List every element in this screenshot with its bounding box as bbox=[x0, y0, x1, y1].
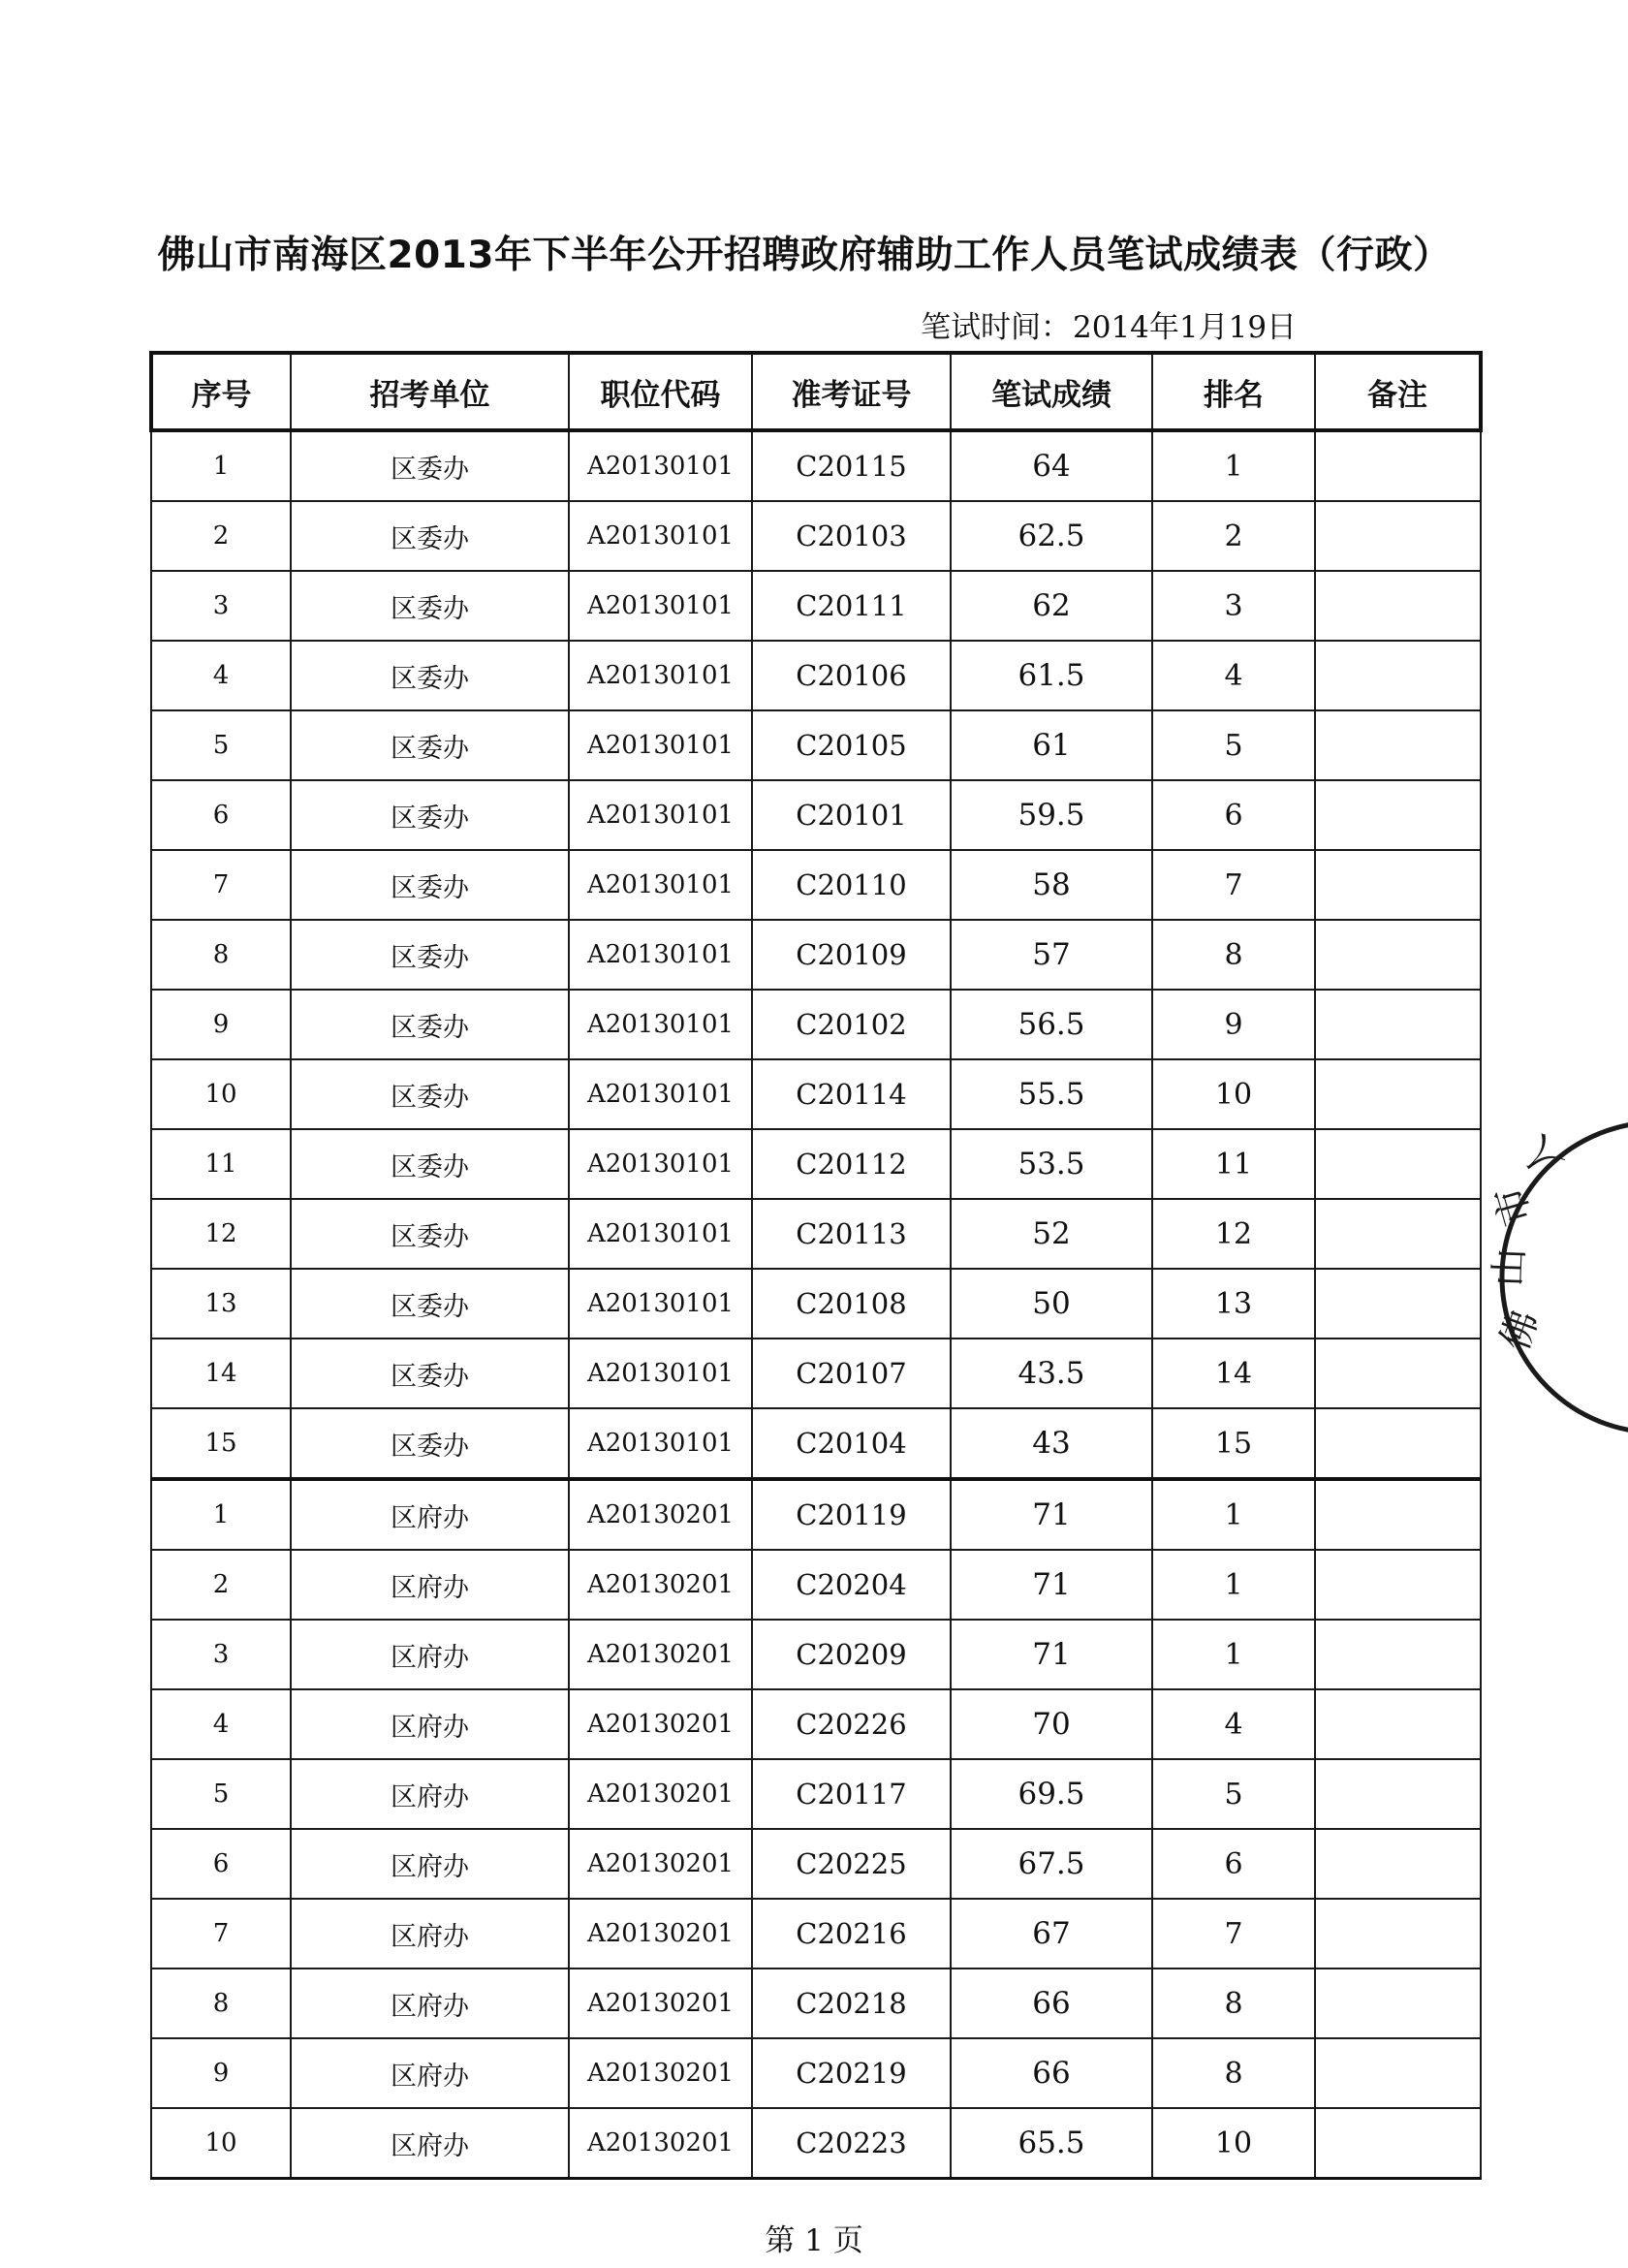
recruiting-unit-cell: 区府办 bbox=[291, 1899, 569, 1969]
remarks-cell bbox=[1315, 1899, 1481, 1969]
rank-cell: 3 bbox=[1152, 571, 1315, 641]
written-score-cell: 57 bbox=[951, 920, 1152, 990]
written-score-cell: 59.5 bbox=[951, 780, 1152, 850]
position-code-cell: A20130201 bbox=[569, 2038, 752, 2108]
table-row bbox=[151, 1129, 1481, 1199]
ticket-number-cell: C20111 bbox=[752, 571, 951, 641]
table-row bbox=[151, 990, 1481, 1059]
position-code-cell: A20130201 bbox=[569, 2108, 752, 2179]
position-code-cell: A20130201 bbox=[569, 1969, 752, 2038]
seal-graphic bbox=[1487, 1113, 1603, 1442]
position-code-cell: A20130101 bbox=[569, 641, 752, 710]
serial-number-cell: 14 bbox=[151, 1339, 291, 1408]
rank-cell: 8 bbox=[1152, 920, 1315, 990]
recruiting-unit-cell: 区委办 bbox=[291, 710, 569, 780]
remarks-cell bbox=[1315, 430, 1481, 501]
position-code-cell: A20130101 bbox=[569, 1199, 752, 1269]
table-row bbox=[151, 2108, 1481, 2179]
ticket-number-cell: C20209 bbox=[752, 1620, 951, 1689]
serial-number-cell: 12 bbox=[151, 1199, 291, 1269]
recruiting-unit-cell: 区委办 bbox=[291, 1129, 569, 1199]
table-row bbox=[151, 1199, 1481, 1269]
recruiting-unit-cell: 区委办 bbox=[291, 1339, 569, 1408]
serial-number-cell: 7 bbox=[151, 1899, 291, 1969]
ticket-number-cell: C20103 bbox=[752, 501, 951, 571]
table-row bbox=[151, 1620, 1481, 1689]
written-score-cell: 66 bbox=[951, 1969, 1152, 2038]
written-score-cell: 43.5 bbox=[951, 1339, 1152, 1408]
remarks-cell bbox=[1315, 1199, 1481, 1269]
remarks-cell bbox=[1315, 1408, 1481, 1479]
table-row bbox=[151, 1550, 1481, 1620]
written-score-cell: 62.5 bbox=[951, 501, 1152, 571]
rank-cell: 7 bbox=[1152, 1899, 1315, 1969]
serial-number-cell: 8 bbox=[151, 920, 291, 990]
recruiting-unit-cell: 区委办 bbox=[291, 1059, 569, 1129]
remarks-cell bbox=[1315, 1129, 1481, 1199]
table-row bbox=[151, 2038, 1481, 2108]
table-row bbox=[151, 710, 1481, 780]
ticket-number-cell: C20216 bbox=[752, 1899, 951, 1969]
recruiting-unit-cell: 区委办 bbox=[291, 990, 569, 1059]
written-score-cell: 71 bbox=[951, 1620, 1152, 1689]
position-code-cell: A20130101 bbox=[569, 1408, 752, 1479]
rank-cell: 2 bbox=[1152, 501, 1315, 571]
header-position-code: 职位代码 bbox=[569, 353, 752, 430]
serial-number-cell: 5 bbox=[151, 710, 291, 780]
position-code-cell: A20130201 bbox=[569, 1899, 752, 1969]
table-body bbox=[151, 430, 1481, 2179]
rank-cell: 6 bbox=[1152, 780, 1315, 850]
table-row bbox=[151, 1899, 1481, 1969]
official-seal bbox=[1487, 1113, 1603, 1442]
remarks-cell bbox=[1315, 1059, 1481, 1129]
recruiting-unit-cell: 区府办 bbox=[291, 1479, 569, 1550]
score-table bbox=[149, 351, 1483, 2180]
ticket-number-cell: C20108 bbox=[752, 1269, 951, 1339]
ticket-number-cell: C20109 bbox=[752, 920, 951, 990]
recruiting-unit-cell: 区府办 bbox=[291, 1689, 569, 1759]
serial-number-cell: 13 bbox=[151, 1269, 291, 1339]
written-score-cell: 52 bbox=[951, 1199, 1152, 1269]
rank-cell: 12 bbox=[1152, 1199, 1315, 1269]
table-row bbox=[151, 1759, 1481, 1829]
rank-cell: 9 bbox=[1152, 990, 1315, 1059]
remarks-cell bbox=[1315, 1550, 1481, 1620]
ticket-number-cell: C20225 bbox=[752, 1829, 951, 1899]
ticket-number-cell: C20114 bbox=[752, 1059, 951, 1129]
position-code-cell: A20130101 bbox=[569, 850, 752, 920]
remarks-cell bbox=[1315, 1620, 1481, 1689]
remarks-cell bbox=[1315, 1829, 1481, 1899]
recruiting-unit-cell: 区府办 bbox=[291, 1620, 569, 1689]
serial-number-cell: 10 bbox=[151, 2108, 291, 2179]
rank-cell: 8 bbox=[1152, 1969, 1315, 2038]
serial-number-cell: 1 bbox=[151, 1479, 291, 1550]
table-row bbox=[151, 430, 1481, 501]
rank-cell: 13 bbox=[1152, 1269, 1315, 1339]
written-score-cell: 65.5 bbox=[951, 2108, 1152, 2179]
ticket-number-cell: C20218 bbox=[752, 1969, 951, 2038]
ticket-number-cell: C20110 bbox=[752, 850, 951, 920]
ticket-number-cell: C20101 bbox=[752, 780, 951, 850]
rank-cell: 15 bbox=[1152, 1408, 1315, 1479]
written-score-cell: 64 bbox=[951, 430, 1152, 501]
rank-cell: 1 bbox=[1152, 1550, 1315, 1620]
written-score-cell: 55.5 bbox=[951, 1059, 1152, 1129]
written-score-cell: 53.5 bbox=[951, 1129, 1152, 1199]
position-code-cell: A20130201 bbox=[569, 1829, 752, 1899]
header-written-score: 笔试成绩 bbox=[951, 353, 1152, 430]
rank-cell: 4 bbox=[1152, 1689, 1315, 1759]
written-score-cell: 67 bbox=[951, 1899, 1152, 1969]
remarks-cell bbox=[1315, 990, 1481, 1059]
remarks-cell bbox=[1315, 920, 1481, 990]
written-score-cell: 50 bbox=[951, 1269, 1152, 1339]
remarks-cell bbox=[1315, 850, 1481, 920]
written-score-cell: 58 bbox=[951, 850, 1152, 920]
ticket-number-cell: C20117 bbox=[752, 1759, 951, 1829]
position-code-cell: A20130101 bbox=[569, 920, 752, 990]
header-rank: 排名 bbox=[1152, 353, 1315, 430]
table-row bbox=[151, 1059, 1481, 1129]
rank-cell: 4 bbox=[1152, 641, 1315, 710]
position-code-cell: A20130101 bbox=[569, 780, 752, 850]
serial-number-cell: 5 bbox=[151, 1759, 291, 1829]
serial-number-cell: 6 bbox=[151, 780, 291, 850]
table-header-row bbox=[151, 353, 1481, 430]
serial-number-cell: 11 bbox=[151, 1129, 291, 1199]
remarks-cell bbox=[1315, 2038, 1481, 2108]
svg-text:市: 市 bbox=[1487, 1181, 1541, 1231]
position-code-cell: A20130101 bbox=[569, 1269, 752, 1339]
position-code-cell: A20130201 bbox=[569, 1479, 752, 1550]
serial-number-cell: 9 bbox=[151, 2038, 291, 2108]
table-row bbox=[151, 641, 1481, 710]
written-score-cell: 71 bbox=[951, 1550, 1152, 1620]
written-score-cell: 67.5 bbox=[951, 1829, 1152, 1899]
remarks-cell bbox=[1315, 1269, 1481, 1339]
rank-cell: 6 bbox=[1152, 1829, 1315, 1899]
table-row bbox=[151, 501, 1481, 571]
remarks-cell bbox=[1315, 501, 1481, 571]
serial-number-cell: 2 bbox=[151, 1550, 291, 1620]
serial-number-cell: 3 bbox=[151, 571, 291, 641]
rank-cell: 10 bbox=[1152, 2108, 1315, 2179]
ticket-number-cell: C20219 bbox=[752, 2038, 951, 2108]
ticket-number-cell: C20104 bbox=[752, 1408, 951, 1479]
written-score-cell: 70 bbox=[951, 1689, 1152, 1759]
table-row bbox=[151, 1479, 1481, 1550]
ticket-number-cell: C20223 bbox=[752, 2108, 951, 2179]
ticket-number-cell: C20106 bbox=[752, 641, 951, 710]
rank-cell: 8 bbox=[1152, 2038, 1315, 2108]
svg-text:人: 人 bbox=[1513, 1126, 1572, 1185]
ticket-number-cell: C20115 bbox=[752, 430, 951, 501]
recruiting-unit-cell: 区委办 bbox=[291, 1199, 569, 1269]
ticket-number-cell: C20113 bbox=[752, 1199, 951, 1269]
rank-cell: 10 bbox=[1152, 1059, 1315, 1129]
written-score-cell: 71 bbox=[951, 1479, 1152, 1550]
table-row bbox=[151, 1969, 1481, 2038]
position-code-cell: A20130201 bbox=[569, 1620, 752, 1689]
table-row bbox=[151, 1339, 1481, 1408]
position-code-cell: A20130101 bbox=[569, 1059, 752, 1129]
recruiting-unit-cell: 区府办 bbox=[291, 1969, 569, 2038]
written-score-cell: 62 bbox=[951, 571, 1152, 641]
written-score-cell: 66 bbox=[951, 2038, 1152, 2108]
remarks-cell bbox=[1315, 1479, 1481, 1550]
remarks-cell bbox=[1315, 1969, 1481, 2038]
rank-cell: 11 bbox=[1152, 1129, 1315, 1199]
position-code-cell: A20130101 bbox=[569, 710, 752, 780]
recruiting-unit-cell: 区委办 bbox=[291, 430, 569, 501]
recruiting-unit-cell: 区委办 bbox=[291, 780, 569, 850]
position-code-cell: A20130101 bbox=[569, 1129, 752, 1199]
remarks-cell bbox=[1315, 1689, 1481, 1759]
written-score-cell: 43 bbox=[951, 1408, 1152, 1479]
serial-number-cell: 6 bbox=[151, 1829, 291, 1899]
table-row bbox=[151, 780, 1481, 850]
recruiting-unit-cell: 区委办 bbox=[291, 1269, 569, 1339]
serial-number-cell: 15 bbox=[151, 1408, 291, 1479]
ticket-number-cell: C20204 bbox=[752, 1550, 951, 1620]
exam-date bbox=[921, 302, 1297, 346]
rank-cell: 7 bbox=[1152, 850, 1315, 920]
position-code-cell: A20130101 bbox=[569, 571, 752, 641]
header-serial-number: 序号 bbox=[151, 353, 291, 430]
position-code-cell: A20130201 bbox=[569, 1759, 752, 1829]
svg-text:山: 山 bbox=[1487, 1246, 1533, 1288]
recruiting-unit-cell: 区委办 bbox=[291, 920, 569, 990]
table-row bbox=[151, 1829, 1481, 1899]
table-row bbox=[151, 1269, 1481, 1339]
rank-cell: 1 bbox=[1152, 1620, 1315, 1689]
written-score-cell: 56.5 bbox=[951, 990, 1152, 1059]
serial-number-cell: 9 bbox=[151, 990, 291, 1059]
remarks-cell bbox=[1315, 1339, 1481, 1408]
exam-date-value: 2014年1月19日 bbox=[1073, 310, 1298, 345]
recruiting-unit-cell: 区委办 bbox=[291, 1408, 569, 1479]
table-row bbox=[151, 571, 1481, 641]
header-recruiting-unit: 招考单位 bbox=[291, 353, 569, 430]
written-score-cell: 69.5 bbox=[951, 1759, 1152, 1829]
header-remarks: 备注 bbox=[1315, 353, 1481, 430]
recruiting-unit-cell: 区府办 bbox=[291, 1550, 569, 1620]
position-code-cell: A20130101 bbox=[569, 501, 752, 571]
rank-cell: 5 bbox=[1152, 1759, 1315, 1829]
recruiting-unit-cell: 区委办 bbox=[291, 850, 569, 920]
serial-number-cell: 1 bbox=[151, 430, 291, 501]
recruiting-unit-cell: 区委办 bbox=[291, 571, 569, 641]
remarks-cell bbox=[1315, 710, 1481, 780]
ticket-number-cell: C20107 bbox=[752, 1339, 951, 1408]
table-row bbox=[151, 1408, 1481, 1479]
recruiting-unit-cell: 区府办 bbox=[291, 1829, 569, 1899]
ticket-number-cell: C20226 bbox=[752, 1689, 951, 1759]
recruiting-unit-cell: 区府办 bbox=[291, 1759, 569, 1829]
recruiting-unit-cell: 区委办 bbox=[291, 501, 569, 571]
serial-number-cell: 4 bbox=[151, 641, 291, 710]
recruiting-unit-cell: 区委办 bbox=[291, 641, 569, 710]
serial-number-cell: 10 bbox=[151, 1059, 291, 1129]
position-code-cell: A20130201 bbox=[569, 1689, 752, 1759]
ticket-number-cell: C20112 bbox=[752, 1129, 951, 1199]
exam-date-label: 笔试时间： bbox=[921, 310, 1071, 345]
rank-cell: 1 bbox=[1152, 1479, 1315, 1550]
rank-cell: 1 bbox=[1152, 430, 1315, 501]
rank-cell: 5 bbox=[1152, 710, 1315, 780]
serial-number-cell: 8 bbox=[151, 1969, 291, 2038]
serial-number-cell: 7 bbox=[151, 850, 291, 920]
recruiting-unit-cell: 区府办 bbox=[291, 2038, 569, 2108]
ticket-number-cell: C20105 bbox=[752, 710, 951, 780]
serial-number-cell: 4 bbox=[151, 1689, 291, 1759]
written-score-cell: 61 bbox=[951, 710, 1152, 780]
document-title: 佛山市南海区2013年下半年公开招聘政府辅助工作人员笔试成绩表（行政） bbox=[157, 234, 1452, 277]
serial-number-cell: 2 bbox=[151, 501, 291, 571]
ticket-number-cell: C20102 bbox=[752, 990, 951, 1059]
remarks-cell bbox=[1315, 571, 1481, 641]
remarks-cell bbox=[1315, 780, 1481, 850]
header-ticket-number: 准考证号 bbox=[752, 353, 951, 430]
rank-cell: 14 bbox=[1152, 1339, 1315, 1408]
remarks-cell bbox=[1315, 2108, 1481, 2179]
remarks-cell bbox=[1315, 1759, 1481, 1829]
position-code-cell: A20130101 bbox=[569, 1339, 752, 1408]
remarks-cell bbox=[1315, 641, 1481, 710]
table-row bbox=[151, 850, 1481, 920]
recruiting-unit-cell: 区府办 bbox=[291, 2108, 569, 2179]
serial-number-cell: 3 bbox=[151, 1620, 291, 1689]
position-code-cell: A20130101 bbox=[569, 990, 752, 1059]
table-row bbox=[151, 1689, 1481, 1759]
written-score-cell: 61.5 bbox=[951, 641, 1152, 710]
page-number: 第 1 页 bbox=[765, 2223, 863, 2258]
ticket-number-cell: C20119 bbox=[752, 1479, 951, 1550]
table-row bbox=[151, 920, 1481, 990]
position-code-cell: A20130201 bbox=[569, 1550, 752, 1620]
position-code-cell: A20130101 bbox=[569, 430, 752, 501]
svg-text:佛: 佛 bbox=[1492, 1305, 1549, 1357]
